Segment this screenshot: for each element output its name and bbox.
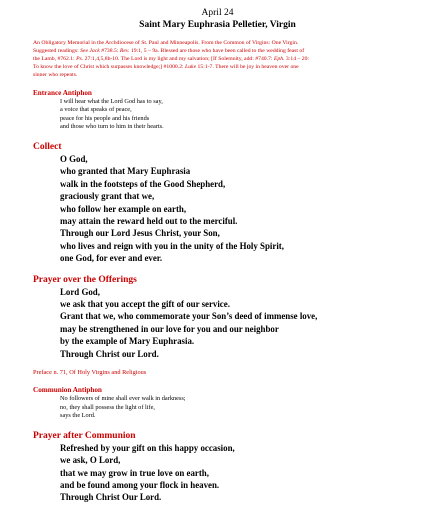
prayer-line: Grant that we, who commemorate your Son’s deed of immense love, (60, 311, 318, 322)
prayer-line: may attain the reward held out to the merciful. (60, 215, 238, 226)
after-communion-heading: Prayer after Communion (33, 430, 136, 441)
offerings-heading: Prayer over the Offerings (33, 274, 137, 285)
prayer-line: one God, for ever and ever. (60, 253, 163, 264)
prayer-line: may be strengthened in our love for you and our neighbor (60, 323, 279, 334)
rubric-citation: Eph. (273, 55, 285, 62)
preface-note: Preface n. 71, Of Holy Virgins and Religious (33, 369, 147, 376)
verse-line: no, they shall possess the light of life, (60, 403, 155, 411)
rubric-text: the Lamb, #762.1: (33, 55, 77, 62)
saint-title: Saint Mary Euphrasia Pelletier, Virgin (139, 20, 296, 30)
prayer-line: graciously grant that we, (60, 191, 155, 202)
offerings-text (33, 286, 412, 360)
prayer-line: we ask that you accept the gift of our service. (60, 298, 230, 309)
rubric-text: 15:1-7. There will be joy in heaven over one (196, 63, 299, 70)
entrance-antiphon-text (33, 98, 412, 132)
rubric-line-1: An Obligatory Memorial in the Archdiocese of St. Paul and Minneapolis. From the Common of Virgins: One Virgin. (33, 40, 299, 46)
rubric-text: #738.5: (99, 47, 120, 54)
date-heading: April 24 (201, 8, 234, 18)
rubric-line-4 (33, 64, 418, 72)
verse-line: No followers of mine shall ever walk in darkness; (60, 395, 186, 402)
communion-antiphon-text (33, 395, 412, 421)
prayer-line: Refreshed by your gift on this happy occasion, (60, 442, 235, 453)
rubric-line-2 (33, 48, 418, 56)
rubric-notes (33, 40, 418, 80)
rubric-text: 27:1,4,5,8b-10. The Lord is my light and my salvation; [If Solemnity, add: #740.7: (83, 55, 274, 62)
rubric-citation: See Jack (80, 47, 100, 54)
verse-line: I will hear what the Lord God has to say, (60, 97, 163, 105)
rubric-citation: Luke (185, 63, 197, 70)
verse-line: peace for his people and his friends (60, 114, 150, 122)
prayer-line: O God, (60, 153, 88, 164)
entrance-antiphon-heading: Entrance Antiphon (33, 88, 92, 97)
prayer-line: who granted that Mary Euphrasia (60, 166, 191, 177)
rubric-text: To know the love of Christ which surpasses knowledge;] #1000.2: (33, 63, 186, 70)
prayer-line: that we may grow in true love on earth, (60, 467, 209, 478)
prayer-line: by the example of Mary Euphrasia. (60, 336, 195, 347)
prayer-line: walk in the footsteps of the Good Shepherd, (60, 178, 226, 189)
rubric-text: 19:1, 5 – 9a. Blessed are those who have been called to the wedding feast of (129, 47, 305, 54)
rubric-citation: Ps. (76, 55, 84, 62)
verse-line: says the Lord. (60, 412, 96, 420)
prayer-line: and be found among your flock in heaven. (60, 480, 220, 490)
rubric-text: 3:14 – 20: (284, 55, 309, 62)
rubric-text: Suggested readings: (33, 47, 81, 54)
after-communion-text (33, 442, 412, 504)
communion-antiphon-heading: Communion Antiphon (33, 386, 102, 394)
collect-text (33, 153, 412, 265)
collect-heading: Collect (33, 141, 62, 152)
prayer-line: we ask, O Lord, (60, 455, 121, 466)
prayer-line: Through Christ Our Lord. (60, 492, 162, 503)
rubric-line-5: sinner who repents. (33, 71, 78, 78)
verse-line: and those who turn to him in their hearts. (60, 123, 164, 131)
prayer-line: Lord God, (60, 286, 100, 297)
prayer-line: who lives and reign with you in the unity of the Holy Spirit, (60, 240, 284, 251)
rubric-line-3 (33, 56, 418, 64)
prayer-line: Through Christ our Lord. (60, 348, 159, 359)
rubric-citation: Rev. (119, 47, 130, 54)
verse-line: a voice that speaks of peace, (60, 106, 132, 114)
prayer-line: Through our Lord Jesus Christ, your Son, (60, 228, 220, 239)
prayer-line: who follow her example on earth, (60, 203, 187, 214)
